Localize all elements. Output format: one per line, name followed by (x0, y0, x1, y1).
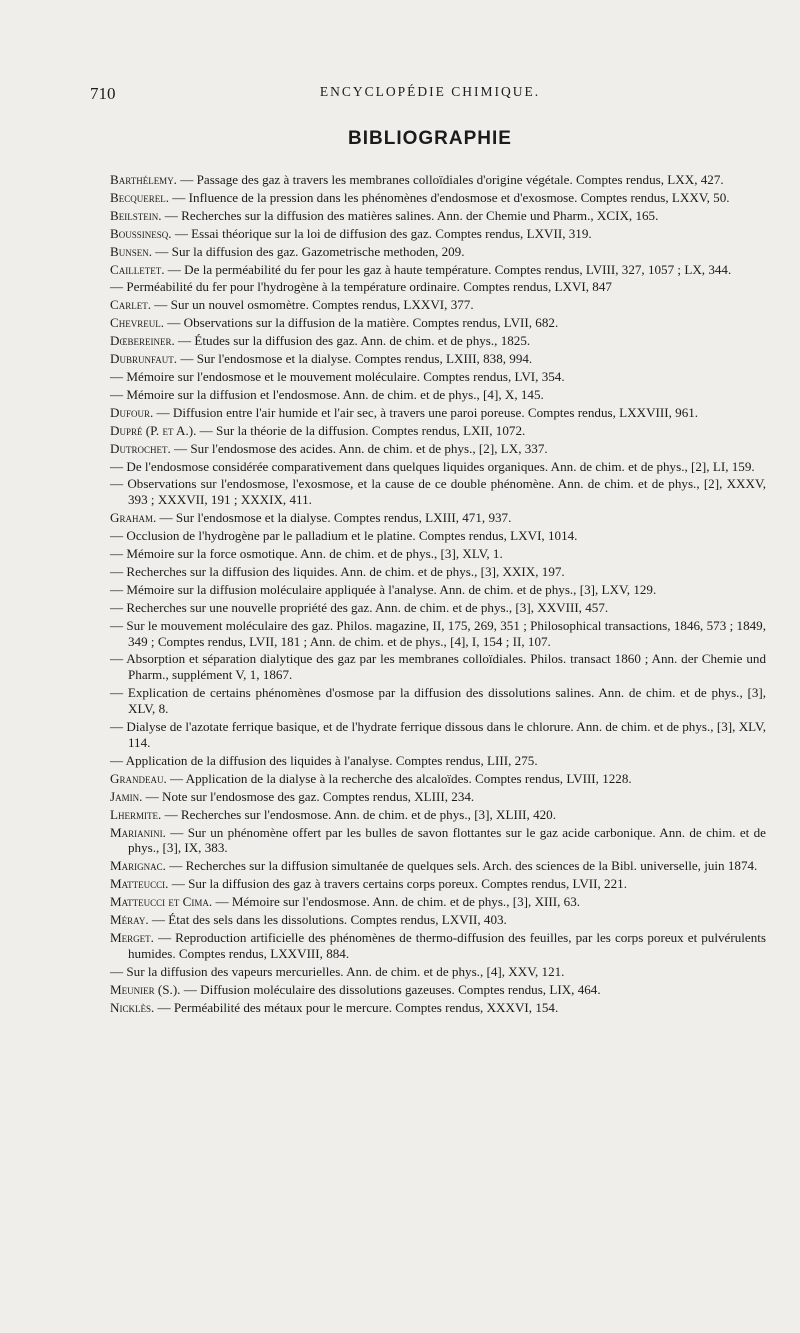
entry-text: — Occlusion de l'hydrogène par le palladium et le platine. Comptes rendus, LXVI, 1014. (110, 528, 578, 544)
bibliography-entry (110, 858, 766, 874)
entry-text: — Sur la diffusion des gaz. Gazometrische methoden, 209. (155, 243, 465, 259)
entry-author: Matteucci. (110, 876, 169, 892)
bibliography-entry (110, 190, 766, 206)
entry-author: Dutrochet. (110, 440, 171, 456)
section-title: BIBLIOGRAPHIE (348, 128, 512, 149)
bibliography-entry (110, 876, 766, 892)
bibliography-entry (110, 351, 766, 367)
bibliography-entry (110, 226, 766, 242)
running-title: ENCYCLOPÉDIE CHIMIQUE. (319, 84, 541, 99)
bibliography-entry (110, 912, 766, 928)
entry-author: Dufour. (110, 404, 154, 420)
bibliography-entry (110, 546, 766, 562)
bibliography-entry (110, 369, 766, 385)
bibliography-entry (110, 825, 766, 857)
bibliography-entry (110, 618, 766, 650)
entry-author: Dubrunfaut. (110, 351, 178, 367)
bibliography-entry (110, 789, 766, 805)
entry-text: — Sur la diffusion des vapeurs mercurielles. Ann. de chim. et de phys., [4], XXV, 121. (110, 963, 565, 979)
entry-author: Graham. (110, 510, 157, 526)
entry-text: — Recherches sur l'endosmose. Ann. de chim. et de phys., [3], XLIII, 420. (164, 806, 557, 822)
bibliography-entry (110, 510, 766, 526)
bibliography-entry (110, 441, 766, 457)
bibliography-entry (110, 685, 766, 717)
bibliography-entry (110, 600, 766, 616)
entry-text: — Note sur l'endosmose des gaz. Comptes rendus, XLIII, 234. (145, 788, 475, 804)
entry-author: Matteucci et Cima. (110, 894, 213, 910)
entry-text: — Recherches sur une nouvelle propriété des gaz. Ann. de chim. et de phys., [3], XXVIII, 457. (110, 599, 609, 615)
bibliography-entry (110, 753, 766, 769)
bibliography-entry (110, 476, 766, 508)
entry-author: Grandeau. (110, 770, 167, 786)
bibliography-list (110, 172, 766, 1018)
entry-text: — Sur le mouvement moléculaire des gaz. Philos. magazine, II, 175, 269, 351 ; Philosophical transactions, 1846, 573 ; 1849, 349 ; Comptes rendus, LVII, 181 ; Ann. de chim. et de phys., [4], I, 154 ; II, 107. (110, 617, 766, 649)
entry-text: — Perméabilité du fer pour l'hydrogène à la température ordinaire. Comptes rendus, LXVI, 847 (110, 279, 612, 295)
page-number: 710 (90, 84, 116, 103)
entry-text: — Mémoire sur l'endosmose et le mouvement moléculaire. Comptes rendus, LVI, 354. (110, 368, 565, 384)
entry-text: — Sur la théorie de la diffusion. Comptes rendus, LXII, 1072. (199, 422, 526, 438)
bibliography-entry (110, 719, 766, 751)
bibliography-entry (110, 262, 766, 278)
entry-author: Marignac. (110, 858, 166, 874)
entry-author: Dœbereiner. (110, 333, 175, 349)
bibliography-entry (110, 423, 766, 439)
entry-text: — Mémoire sur la diffusion et l'endosmose. Ann. de chim. et de phys., [4], X, 145. (110, 386, 544, 402)
entry-text: — Diffusion entre l'air humide et l'air sec, à travers une paroi poreuse. Comptes rendus, LXXVIII, 961. (156, 404, 699, 420)
entry-author: Chevreul. (110, 315, 165, 331)
bibliography-entry (110, 297, 766, 313)
bibliography-entry (110, 528, 766, 544)
entry-author: Boussinesq. (110, 225, 172, 241)
entry-text: — Recherches sur la diffusion des matières salines. Ann. der Chemie und Pharm., XCIX, 165. (164, 207, 659, 223)
bibliography-entry (110, 208, 766, 224)
entry-text: — Observations sur l'endosmose, l'exosmose, et la cause de ce double phénomène. Ann. de chim. et de phys., [2], XXXV, 393 ; XXXVII, 191 ; XXXIX, 411. (110, 476, 766, 508)
entry-text: — Recherches sur la diffusion des liquides. Ann. de chim. et de phys., [3], XXIX, 197. (110, 563, 565, 579)
entry-text: — Observations sur la diffusion de la matière. Comptes rendus, LVII, 682. (167, 315, 559, 331)
entry-author: Bunsen. (110, 243, 153, 259)
bibliography-entry (110, 582, 766, 598)
bibliography-entry (110, 1000, 766, 1016)
bibliography-entry (110, 930, 766, 962)
entry-text: — Sur un phénomène offert par les bulles de savon flottantes sur le gaz acide carbonique. Ann. de chim. et de phys., [3], IX, 383. (128, 824, 766, 856)
bibliography-entry (110, 333, 766, 349)
entry-author: Merget. (110, 929, 154, 945)
entry-text: — Passage des gaz à travers les membranes colloïdiales d'origine végétale. Comptes rendus, LXX, 427. (180, 172, 724, 187)
bibliography-entry (110, 405, 766, 421)
entry-text: — Absorption et séparation dialytique des gaz par les membranes colloïdiales. Philos. transact 1860 ; Ann. der Chemie und Pharm., supplément V, 1, 1867. (110, 651, 766, 683)
bibliography-entry (110, 564, 766, 580)
entry-author: Becquerel. (110, 189, 170, 205)
entry-author: Méray. (110, 912, 149, 928)
bibliography-entry (110, 279, 766, 295)
entry-text: — Sur la diffusion des gaz à travers certains corps poreux. Comptes rendus, LVII, 221. (171, 876, 627, 892)
entry-text: — De la perméabilité du fer pour les gaz à haute température. Comptes rendus, LVIII, 327, 1057 ; LX, 344. (167, 261, 732, 277)
entry-author: Dupré (P. et A.). (110, 422, 197, 438)
bibliography-entry (110, 459, 766, 475)
entry-text: — Mémoire sur la force osmotique. Ann. de chim. et de phys., [3], XLV, 1. (110, 546, 503, 562)
entry-author: Marianini. (110, 824, 166, 840)
bibliography-entry (110, 387, 766, 403)
entry-text: — Diffusion moléculaire des dissolutions gazeuses. Comptes rendus, LIX, 464. (183, 981, 601, 997)
entry-text: — Essai théorique sur la loi de diffusion des gaz. Comptes rendus, LXVII, 319. (174, 225, 592, 241)
entry-text: — Sur l'endosmose et la dialyse. Comptes rendus, LXIII, 838, 994. (180, 351, 533, 367)
entry-author: Nicklès. (110, 999, 155, 1015)
entry-text: — Sur un nouvel osmomètre. Comptes rendus, LXXVI, 377. (154, 297, 474, 313)
entry-text: — Influence de la pression dans les phénomènes d'endosmose et d'exosmose. Comptes rendus, LXXV, 50. (172, 189, 730, 205)
page-header (90, 84, 770, 108)
bibliography-entry (110, 982, 766, 998)
bibliography-entry (110, 771, 766, 787)
entry-author: Carlet. (110, 297, 152, 313)
entry-text: — Reproduction artificielle des phénomènes de thermo-diffusion des feuilles, par les corps poreux et pulvérulents humides. Comptes rendus, LXXVIII, 884. (128, 929, 766, 961)
entry-author: Beilstein. (110, 207, 162, 223)
bibliography-entry (110, 651, 766, 683)
entry-author: Meunier (S.). (110, 981, 181, 997)
bibliography-entry (110, 807, 766, 823)
entry-text: — De l'endosmose considérée comparativement dans quelques liquides organiques. Ann. de chim. et de phys., [2], LI, 159. (110, 458, 755, 474)
bibliography-entry (110, 315, 766, 331)
entry-text: — État des sels dans les dissolutions. Comptes rendus, LXVII, 403. (151, 912, 507, 928)
entry-text: — Mémoire sur l'endosmose. Ann. de chim. et de phys., [3], XIII, 63. (215, 894, 581, 910)
entry-text: — Application de la dialyse à la recherche des alcaloïdes. Comptes rendus, LVIII, 1228. (170, 770, 632, 786)
bibliography-entry (110, 244, 766, 260)
bibliography-entry (110, 964, 766, 980)
entry-author: Barthélemy. (110, 172, 177, 187)
entry-author: Jamin. (110, 788, 143, 804)
entry-author: Cailletet. (110, 261, 165, 277)
entry-text: — Études sur la diffusion des gaz. Ann. de chim. et de phys., 1825. (178, 333, 531, 349)
entry-text: — Recherches sur la diffusion simultanée de quelques sels. Arch. des sciences de la Bibl. universelle, juin 1874. (169, 858, 758, 874)
entry-text: — Perméabilité des métaux pour le mercure. Comptes rendus, XXXVI, 154. (157, 999, 559, 1015)
bibliography-entry (110, 894, 766, 910)
bibliography-entry (110, 172, 766, 188)
entry-text: — Mémoire sur la diffusion moléculaire appliquée à l'analyse. Ann. de chim. et de phys., [3], LXV, 129. (110, 581, 657, 597)
entry-text: — Dialyse de l'azotate ferrique basique, et de l'hydrate ferrique dissous dans le chlorure. Ann. de chim. et de phys., [3], XLV, 114. (110, 719, 766, 750)
entry-text: — Explication de certains phénomènes d'osmose par la diffusion des dissolutions salines. Ann. de chim. et de phys., [3], XLV, 8. (110, 685, 766, 717)
entry-text: — Sur l'endosmose des acides. Ann. de chim. et de phys., [2], LX, 337. (174, 440, 548, 456)
entry-author: Lhermite. (110, 806, 162, 822)
entry-text: — Sur l'endosmose et la dialyse. Comptes rendus, LXIII, 471, 937. (159, 510, 512, 526)
entry-text: — Application de la diffusion des liquides à l'analyse. Comptes rendus, LIII, 275. (110, 752, 538, 768)
